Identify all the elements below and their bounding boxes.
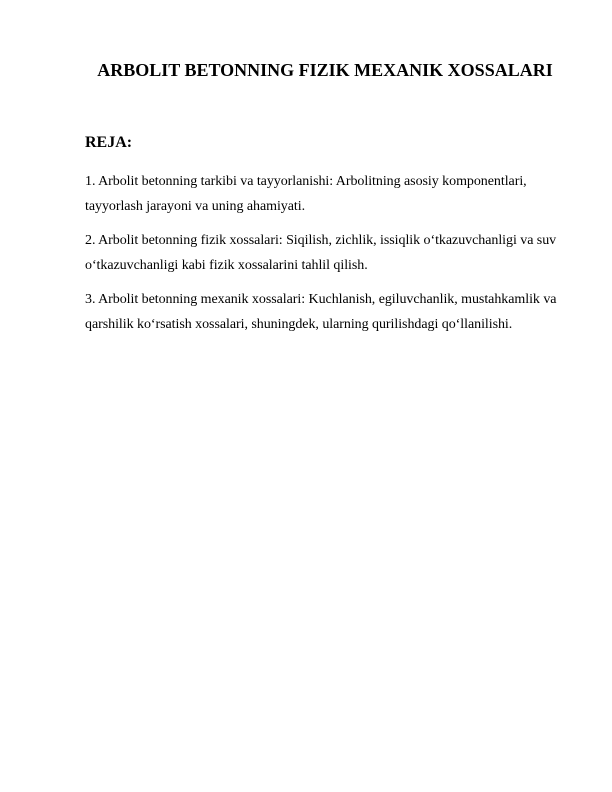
plan-list (85, 169, 565, 346)
plan-item-3: 3. Arbolit betonning mexanik xossalari: Kuchlanish, egiluvchanlik, mustahkamlik va qarshilik ko‘rsatish xossalari, shuningdek, ularning qurilishdagi qo‘llanilishi. (85, 292, 557, 332)
plan-item-1: 1. Arbolit betonning tarkibi va tayyorlanishi: Arbolitning asosiy komponentlari, tayyorlash jarayoni va uning ahamiyati. (85, 174, 527, 214)
section-heading-reja: REJA: (85, 134, 133, 151)
document-title: ARBOLIT BETONNING FIZIK MEXANIK XOSSALARI (97, 60, 553, 80)
plan-item-2: 2. Arbolit betonning fizik xossalari: Siqilish, zichlik, issiqlik o‘tkazuvchanligi va suv o‘tkazuvchanligi kabi fizik xossalarini tahlil qilish. (85, 233, 557, 273)
